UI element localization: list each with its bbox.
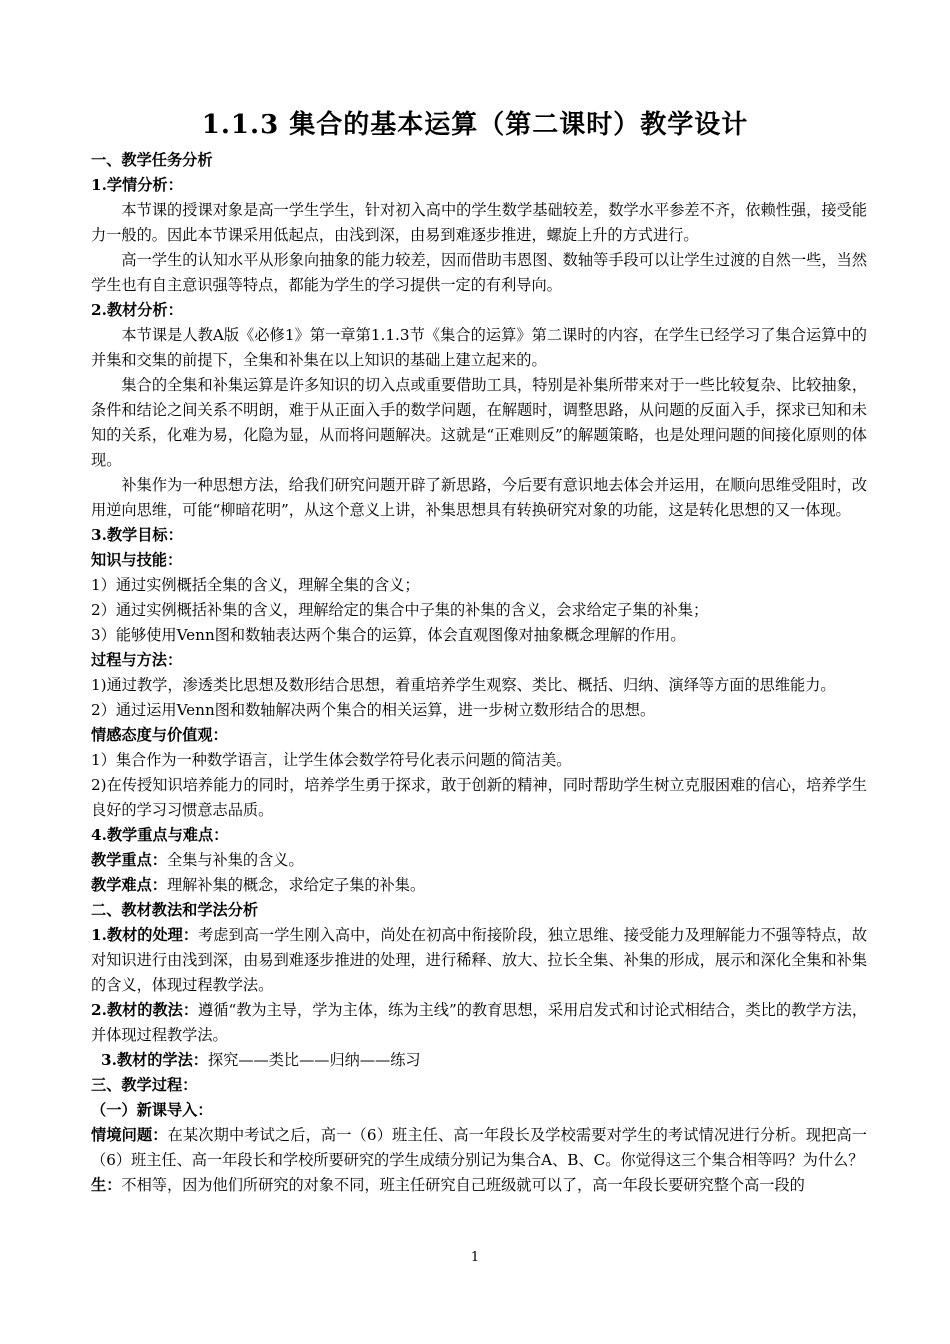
key-point-line bbox=[91, 848, 867, 873]
paragraph bbox=[91, 1173, 867, 1198]
paragraph: 高一学生的认知水平从形象向抽象的能力较差，因而借助韦恩图、数轴等手段可以让学生过渡的自然一些，当然学生也有自主意识强等特点，都能为学生的学习提供一定的有利导向。 bbox=[91, 251, 867, 294]
paragraph-text: 探究——类比——归纳——练习 bbox=[207, 1051, 421, 1069]
list-item: 1）通过实例概括全集的含义，理解全集的含义； bbox=[91, 576, 420, 594]
document-body bbox=[91, 148, 867, 1198]
subsection-title-objectives: 3.教学目标： bbox=[91, 526, 183, 544]
paragraph-text: 遵循“教为主导，学为主体，练为主线”的教育思想，采用启发式和讨论式相结合，类比的教学方法，并体现过程教学法。 bbox=[91, 1001, 868, 1044]
subsection-title-material-analysis: 2.教材分析： bbox=[91, 301, 183, 319]
paragraph: 补集作为一种思想方法，给我们研究问题开辟了新思路，今后要有意识地去体会并运用，在顺向思维受阻时，改用逆向思维，可能“柳暗花明”，从这个意义上讲，补集思想具有转换研究对象的功能，这是转化思想的又一体现。 bbox=[91, 476, 867, 519]
paragraph bbox=[91, 1123, 867, 1173]
list-item: 2）通过实例概括补集的含义，理解给定的集合中子集的补集的含义，会求给定子集的补集； bbox=[91, 601, 709, 619]
section-heading-method-analysis: 二、教材教法和学法分析 bbox=[91, 901, 259, 919]
paragraph bbox=[91, 923, 867, 998]
paragraph-label: 2.教材的教法： bbox=[91, 1001, 199, 1019]
paragraph: 本节课是人教A版《必修1》第一章第1.1.3节《集合的运算》第二课时的内容，在学生已经学习了集合运算中的并集和交集的前提下，全集和补集在以上知识的基础上建立起来的。 bbox=[91, 326, 867, 369]
paragraph-label: 1.教材的处理： bbox=[91, 926, 199, 944]
paragraph bbox=[101, 1048, 867, 1073]
document-title: 1.1.3 集合的基本运算（第二课时）教学设计 bbox=[201, 110, 749, 140]
subsection-title-introduction: （一）新课导入： bbox=[91, 1101, 213, 1119]
difficulty-label: 教学难点： bbox=[91, 876, 167, 894]
list-item: 1）集合作为一种数学语言，让学生体会数学符号化表示问题的简洁美。 bbox=[91, 751, 572, 769]
paragraph bbox=[91, 998, 867, 1048]
paragraph-text: 考虑到高一学生刚入高中，尚处在初高中衔接阶段，独立思维、接受能力及理解能力不强等特点，故对知识进行由浅到深，由易到难逐步推进的处理，进行稀释、放大、拉长全集、补集的形成，展示和深化全集和补集的含义，体现过程教学法。 bbox=[91, 926, 868, 994]
objective-category-attitude: 情感态度与价值观： bbox=[91, 726, 228, 744]
key-point-label: 教学重点： bbox=[91, 851, 167, 869]
paragraph: 集合的全集和补集运算是许多知识的切入点或重要借助工具，特别是补集所带来对于一些比较复杂、比较抽象，条件和结论之间关系不明朗，难于从正面入手的数学问题，在解题时，调整思路，从问题的反面入手，探求已知和未知的关系，化难为易，化隐为显，从而将问题解决。这就是“正难则反”的解题策略，也是处理问题的间接化原则的体现。 bbox=[91, 376, 867, 469]
list-item: 3）能够使用Venn图和数轴表达两个集合的运算，体会直观图像对抽象概念理解的作用。 bbox=[91, 626, 686, 644]
list-item: 1)通过教学，渗透类比思想及数形结合思想，着重培养学生观察、类比、概括、归纳、演绎等方面的思维能力。 bbox=[91, 676, 836, 694]
paragraph: 本节课的授课对象是高一学生学生，针对初入高中的学生数学基础较差，数学水平参差不齐，依赖性强，接受能力一般的。因此本节课采用低起点，由浅到深，由易到难逐步推进，螺旋上升的方式进行。 bbox=[91, 201, 867, 244]
subsection-title-key-points: 4.教学重点与难点： bbox=[91, 826, 229, 844]
subsection-title-student-analysis: 1.学情分析： bbox=[91, 176, 183, 194]
objective-category-knowledge: 知识与技能： bbox=[91, 551, 183, 569]
list-item: 2)在传授知识培养能力的同时，培养学生勇于探求，敢于创新的精神，同时帮助学生树立克服困难的信心，培养学生良好的学习习惯意志品质。 bbox=[91, 776, 867, 819]
page-number: 1 bbox=[470, 1250, 480, 1265]
section-heading-teaching-process: 三、教学过程： bbox=[91, 1076, 198, 1094]
list-item: 2）通过运用Venn图和数轴解决两个集合的相关运算，进一步树立数形结合的思想。 bbox=[91, 701, 656, 719]
difficulty-line bbox=[91, 873, 867, 898]
paragraph-text: 在某次期中考试之后，高一（6）班主任、高一年段长及学校需要对学生的考试情况进行分析。现把高一（6）班主任、高一年段长和学校所要研究的学生成绩分别记为集合A、B、C。你觉得这三个集合相等吗？为什么？ bbox=[91, 1126, 867, 1169]
paragraph-label: 生： bbox=[91, 1176, 122, 1194]
objective-category-process: 过程与方法： bbox=[91, 651, 183, 669]
section-heading-task-analysis: 一、教学任务分析 bbox=[91, 151, 213, 169]
paragraph-label: 3.教材的学法： bbox=[101, 1051, 208, 1069]
difficulty-text: 理解补集的概念，求给定子集的补集。 bbox=[166, 876, 426, 894]
paragraph-text: 不相等，因为他们所研究的对象不同，班主任研究自己班级就可以了，高一年段长要研究整个高一段的 bbox=[121, 1176, 805, 1194]
paragraph-label: 情境问题： bbox=[91, 1126, 168, 1144]
key-point-text: 全集与补集的含义。 bbox=[166, 851, 304, 869]
